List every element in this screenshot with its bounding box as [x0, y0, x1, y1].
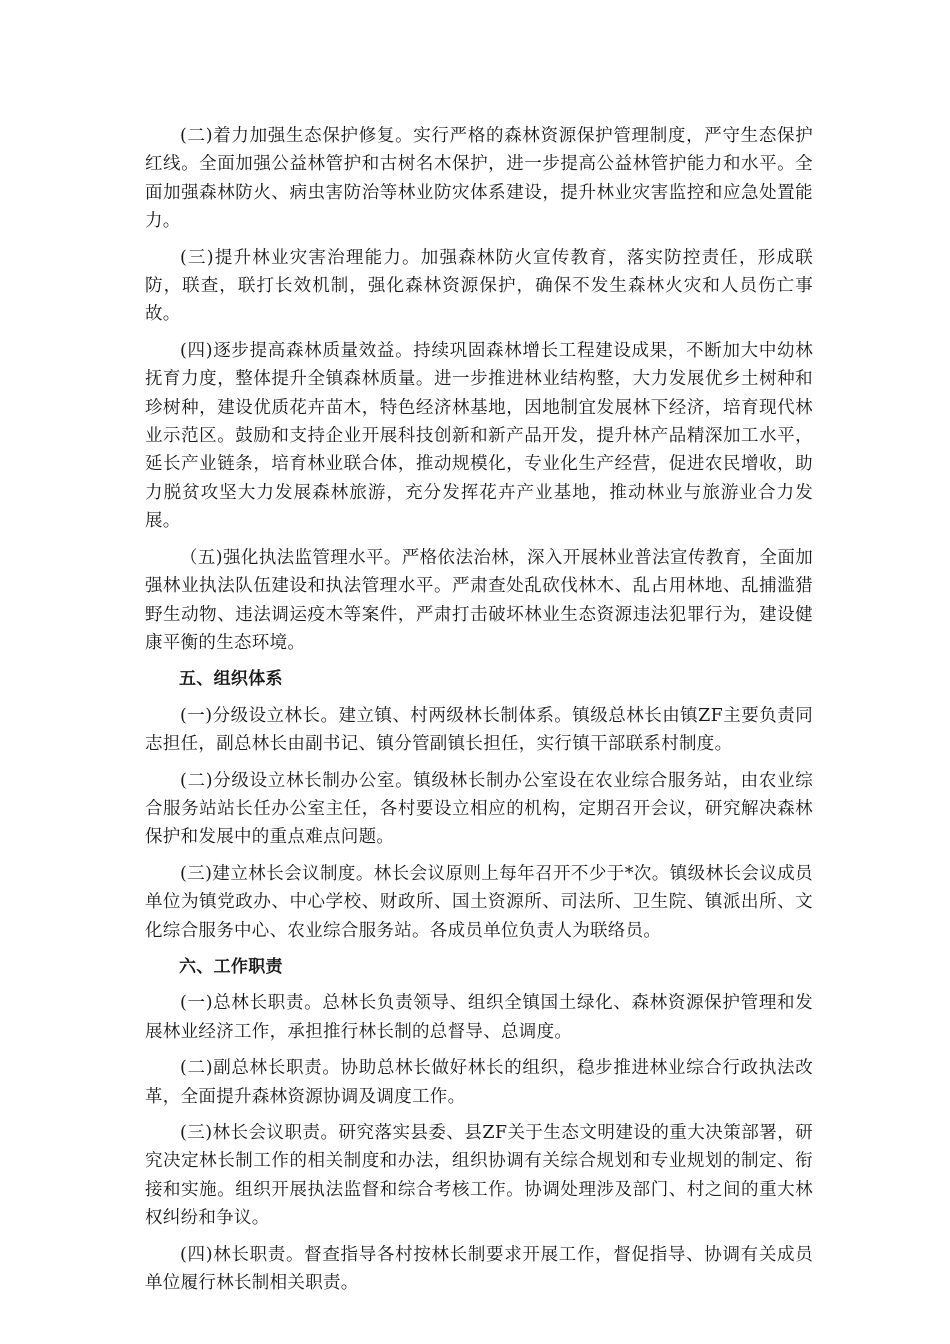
section-heading: 五、组织体系 [179, 669, 283, 690]
paragraph: (三)提升林业灾害治理能力。加强森林防火宣传教育，落实防控责任，形成联防，联查，联打长效机制，强化森林资源保护，确保不发生森林火灾和人员伤亡事故。 [145, 247, 813, 325]
paragraph: （五)强化执法监管理水平。严格依法治林，深入开展林业普法宣传教育，全面加强林业执法队伍建设和执法管理水平。严肃查处乱砍伐林木、乱占用林地、乱捕滥猎野生动物、违法调运疫木等案件，严肃打击破坏林业生态资源违法犯罪行为，建设健康平衡的生态环境。 [145, 547, 813, 653]
paragraph: (二)分级设立林长制办公室。镇级林长制办公室设在农业综合服务站，由农业综合服务站站长任办公室主任，各村要设立相应的机构，定期召开会议，研究解决森林保护和发展中的重点难点问题。 [145, 770, 813, 848]
paragraph: (三)林长会议职责。研究落实县委、县ZF关于生态文明建设的重大决策部署，研究决定林长制工作的相关制度和办法，组织协调有关综合规划和专业规划的制定、衔接和实施。组织开展执法监督和综合考核工作。协调处理涉及部门、村之间的重大林权纠纷和争议。 [145, 1123, 813, 1229]
paragraph: (二)着力加强生态保护修复。实行严格的森林资源保护管理制度，严守生态保护红线。全面加强公益林管护和古树名木保护，进一步提高公益林管护能力和水平。全面加强森林防火、病虫害防治等林业防灾体系建设，提升林业灾害监控和应急处置能力。 [145, 126, 813, 232]
paragraph: (一)总林长职责。总林长负责领导、组织全镇国土绿化、森林资源保护管理和发展林业经济工作，承担推行林长制的总督导、总调度。 [145, 993, 813, 1042]
paragraph: (二)副总林长职责。协助总林长做好林长的组织，稳步推进林业综合行政执法改革，全面提升森林资源协调及调度工作。 [145, 1058, 813, 1107]
paragraph: (三)建立林长会议制度。林长会议原则上每年召开不少于*次。镇级林长会议成员单位为镇党政办、中心学校、财政所、国土资源所、司法所、卫生院、镇派出所、文化综合服务中心、农业综合服务站。各成员单位负责人为联络员。 [145, 863, 813, 941]
paragraph: (四)林长职责。督查指导各村按林长制要求开展工作，督促指导、协调有关成员单位履行林长制相关职责。 [145, 1244, 813, 1294]
document-body [145, 122, 813, 1305]
paragraph: (一)分级设立林长。建立镇、村两级林长制体系。镇级总林长由镇ZF主要负责同志担任，副总林长由副书记、镇分管副镇长担任，实行镇干部联系村制度。 [145, 705, 813, 755]
section-heading: 六、工作职责 [179, 956, 283, 977]
paragraph: (四)逐步提高森林质量效益。持续巩固森林增长工程建设成果，不断加大中幼林抚育力度，整体提升全镇森林质量。进一步推进林业结构整，大力发展优乡土树种和珍树种，建设优质花卉苗木，特色经济林基地，因地制宜发展林下经济，培育现代林业示范区。鼓励和支持企业开展科技创新和新产品开发，提升林产品精深加工水平，延长产业链条，培育林业联合体，推动规模化，专业化生产经营，促进农民增收，助力脱贫攻坚大力发展森林旅游，充分发挥花卉产业基地，推动林业与旅游业合力发展。 [145, 340, 813, 532]
